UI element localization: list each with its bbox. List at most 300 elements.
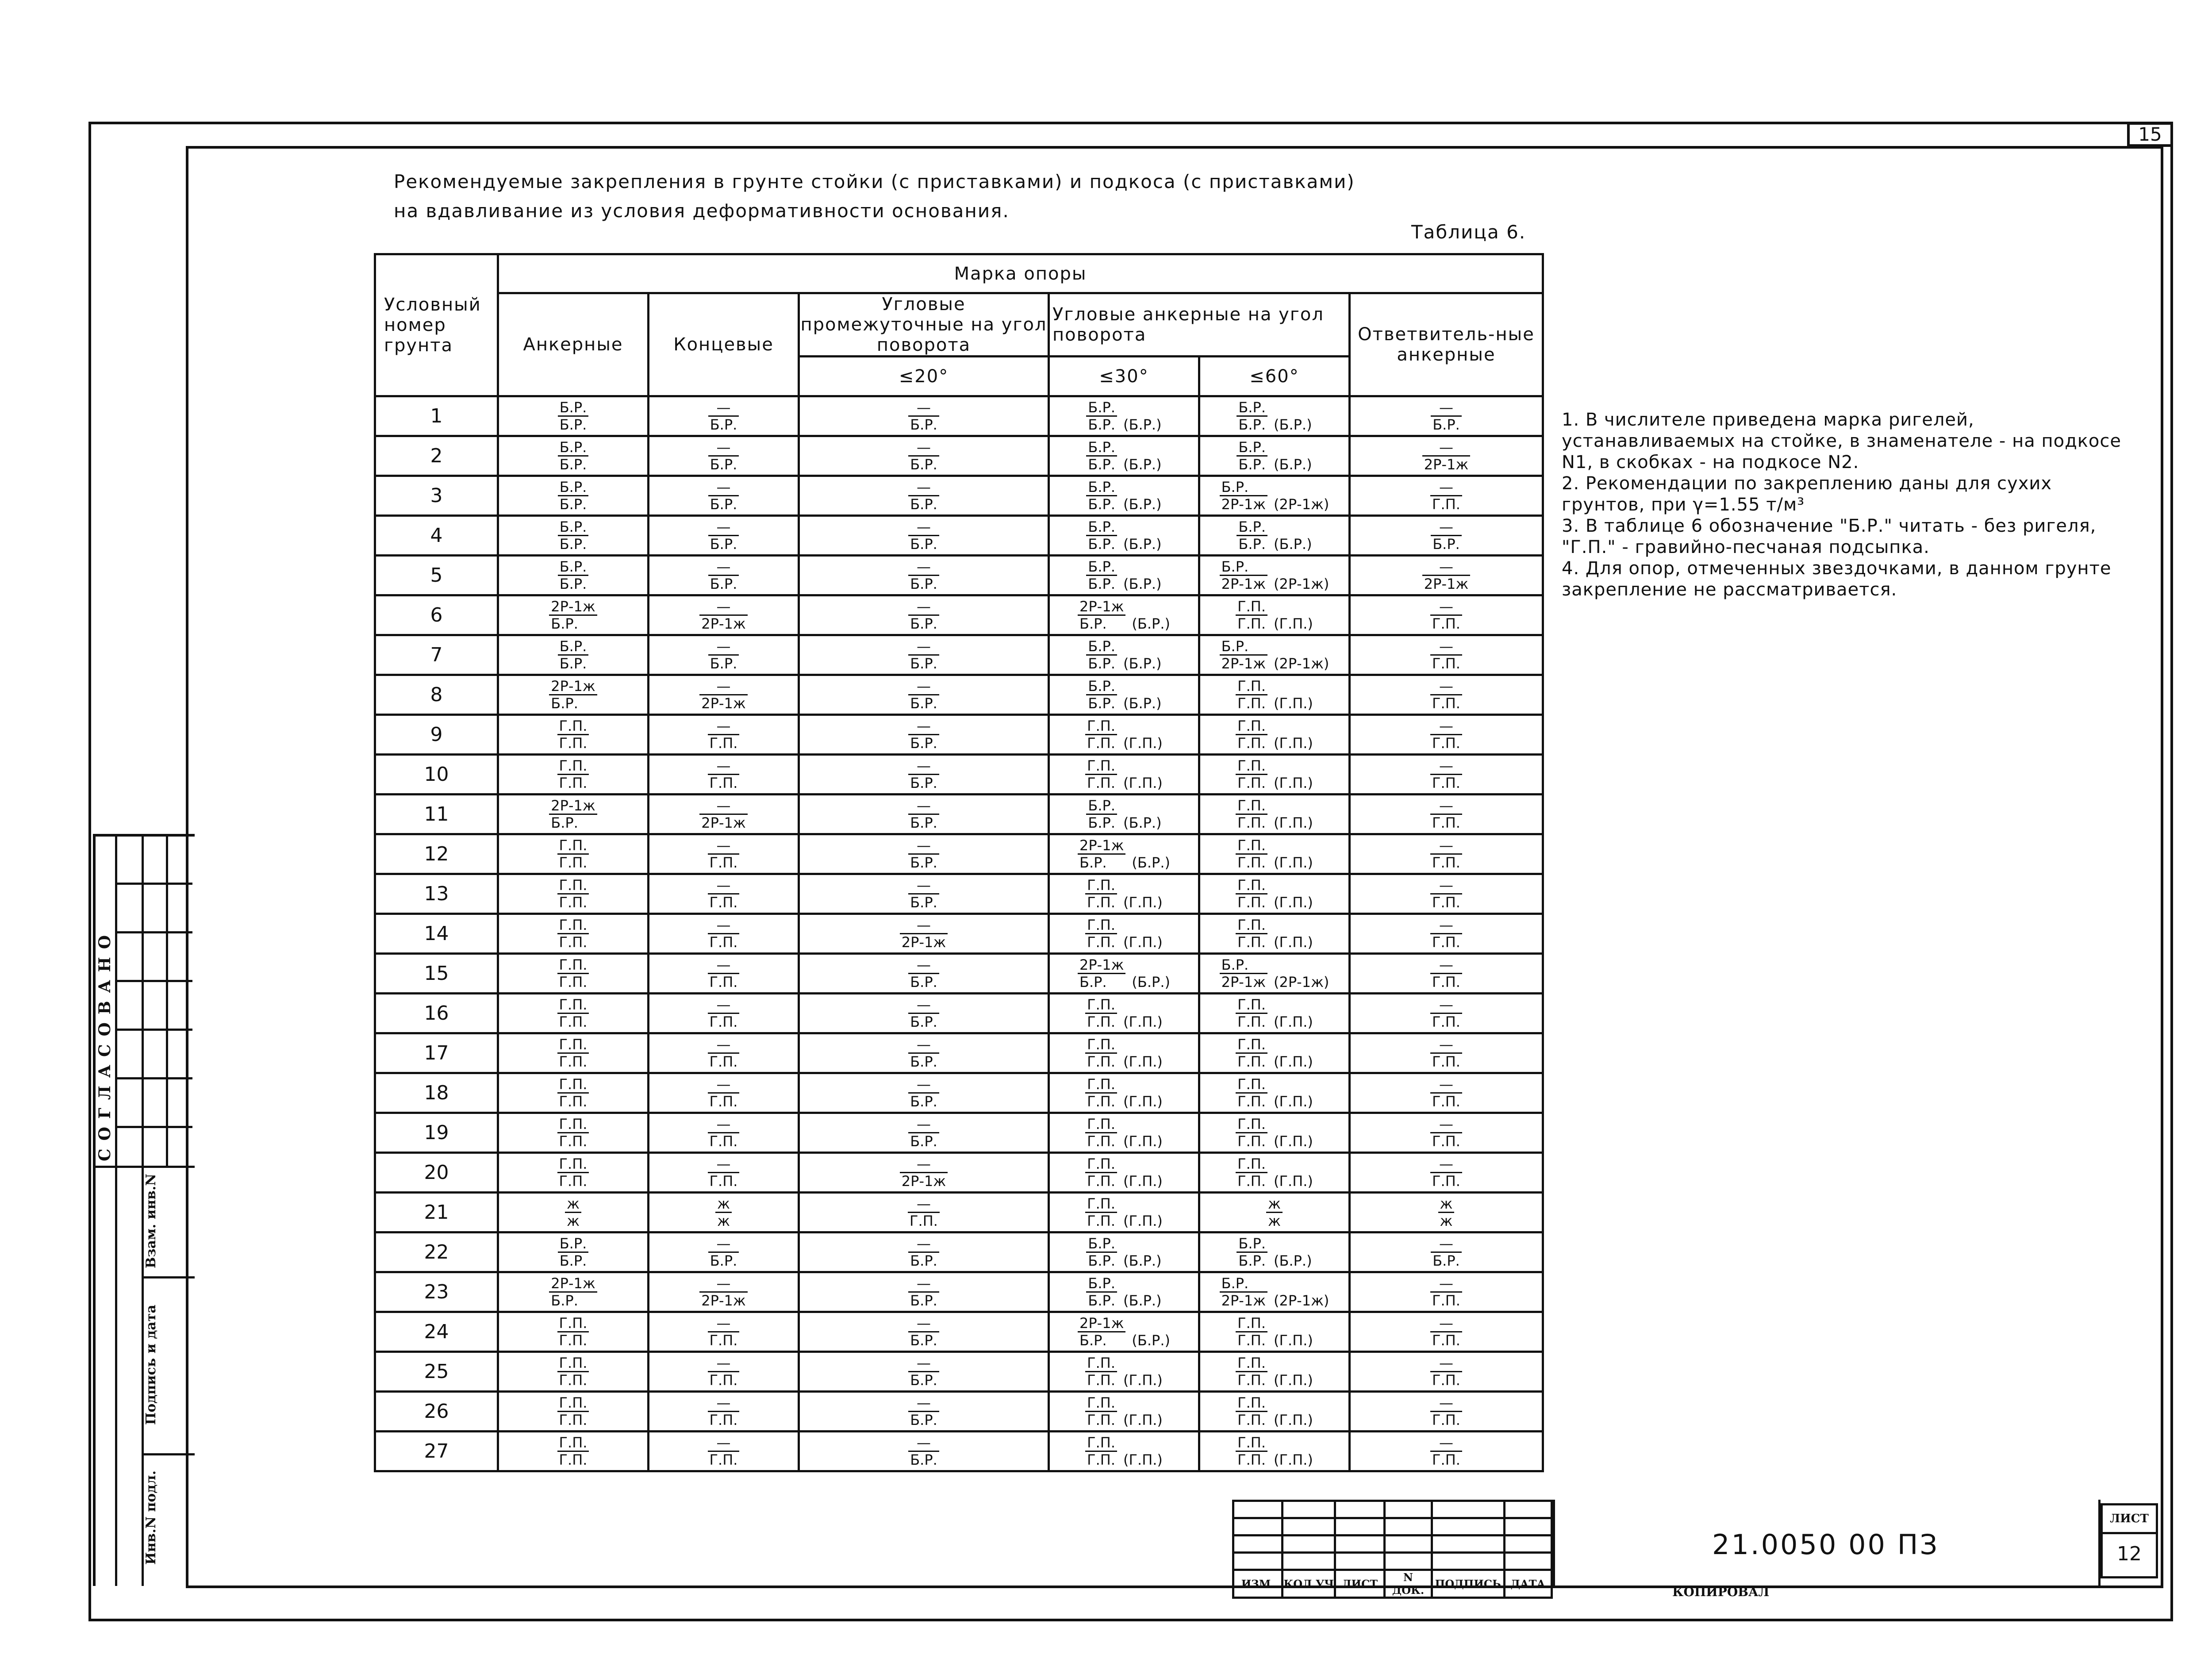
numerator: Б.Р. [1238, 439, 1266, 456]
numerator: Г.П. [559, 1076, 588, 1093]
corner-intermediate-cell [799, 874, 1049, 914]
branch-cell [1350, 1272, 1543, 1312]
fraction [557, 1116, 589, 1149]
fraction [1078, 957, 1125, 990]
numerator: Г.П. [559, 1355, 588, 1371]
fraction [1086, 638, 1117, 672]
fraction [1085, 1076, 1117, 1109]
corner-intermediate-cell [799, 1113, 1049, 1153]
brace-value: (Б.Р.) [1123, 814, 1162, 831]
numerator: Г.П. [1237, 797, 1266, 814]
denominator: Г.П. [708, 734, 740, 751]
brace-value: (Б.Р.) [1123, 536, 1162, 553]
numerator: — [1439, 1434, 1453, 1451]
fraction [1078, 1315, 1125, 1348]
corner-intermediate-cell [799, 1153, 1049, 1193]
fraction [558, 439, 589, 472]
anchor-cell [498, 1113, 649, 1153]
branch-cell [1350, 795, 1543, 834]
brace-value: (Г.П.) [1274, 1332, 1313, 1349]
fraction [908, 519, 939, 552]
fraction [1430, 917, 1462, 950]
col-qty: КОЛ.УЧ [1283, 1570, 1335, 1598]
numerator: — [1439, 757, 1453, 774]
numerator: Б.Р. [559, 558, 587, 575]
numerator: — [1439, 917, 1453, 933]
fraction [557, 1076, 589, 1109]
corner-60-cell [1199, 954, 1350, 994]
inv-orig-label: Инв.N подл. [143, 1470, 159, 1565]
brace-value: (Б.Р.) [1123, 695, 1162, 712]
numerator: — [917, 439, 931, 456]
end-cell [649, 874, 799, 914]
corner-60-cell [1199, 1232, 1350, 1272]
denominator: Г.П. [1085, 933, 1117, 950]
numerator: Б.Р. [1221, 956, 1249, 973]
end-cell [649, 675, 799, 715]
corner-30-cell [1049, 914, 1199, 954]
numerator: Г.П. [1087, 996, 1116, 1013]
fraction [1430, 1355, 1462, 1388]
fraction [557, 1315, 589, 1348]
numerator: Г.П. [1237, 718, 1266, 734]
branch-cell [1350, 834, 1543, 874]
numerator: — [716, 917, 731, 933]
fraction [549, 599, 597, 632]
brace-value: (Б.Р.) [1123, 416, 1162, 433]
denominator: Г.П. [1430, 1291, 1462, 1309]
denominator: Б.Р. [908, 1411, 939, 1428]
numerator: Б.Р. [1088, 1275, 1116, 1292]
denominator: Г.П. [708, 1092, 740, 1109]
branch-cell [1350, 1392, 1543, 1432]
denominator: 2Р-1ж [1220, 575, 1267, 592]
brace-value: (2Р-1ж) [1274, 1292, 1329, 1309]
table-row [375, 795, 1543, 834]
fraction [908, 638, 939, 672]
corner-intermediate-cell [799, 476, 1049, 516]
corner-intermediate-cell [799, 914, 1049, 954]
numerator: — [917, 1235, 931, 1252]
soil-number-cell: 24 [375, 1312, 498, 1352]
numerator: Г.П. [1087, 917, 1116, 933]
denominator: Г.П. [557, 1411, 589, 1428]
fraction [1236, 1037, 1267, 1070]
corner-30-cell [1049, 1033, 1199, 1073]
numerator: Г.П. [1087, 1195, 1116, 1212]
anchor-cell [498, 1193, 649, 1232]
fraction [1237, 399, 1267, 433]
numerator: 2Р-1ж [1079, 1315, 1124, 1332]
numerator: — [716, 1156, 731, 1172]
corner-intermediate-cell [799, 1392, 1049, 1432]
fraction [1236, 1116, 1267, 1149]
corner-60-cell [1199, 1352, 1350, 1392]
denominator: Г.П. [1236, 853, 1267, 871]
corner-30-cell [1049, 715, 1199, 755]
fraction [1430, 1275, 1462, 1309]
corner-30-cell [1049, 476, 1199, 516]
corner-intermediate-cell [799, 954, 1049, 994]
denominator: Б.Р. [908, 1451, 939, 1468]
corner-30-cell [1049, 874, 1199, 914]
denominator: Г.П. [1236, 1132, 1267, 1149]
denominator: Б.Р. [908, 455, 939, 472]
corner-60-cell [1199, 914, 1350, 954]
numerator: ж [1268, 1195, 1281, 1212]
fraction [1236, 758, 1267, 791]
corner-30-cell [1049, 994, 1199, 1033]
col-signature: ПОДПИСЬ [1432, 1570, 1504, 1598]
denominator: Г.П. [1430, 1052, 1462, 1070]
numerator: — [1439, 797, 1453, 814]
numerator: Г.П. [1087, 718, 1116, 734]
fraction [557, 957, 589, 990]
numerator: — [1439, 479, 1453, 495]
branch-cell [1350, 994, 1543, 1033]
numerator: Б.Р. [1088, 479, 1116, 495]
fraction [1085, 1355, 1117, 1388]
denominator: Г.П. [557, 1371, 589, 1388]
denominator: Г.П. [1236, 1013, 1267, 1030]
denominator: Г.П. [1430, 1013, 1462, 1030]
fraction [1431, 399, 1462, 433]
fraction [699, 678, 747, 711]
fraction [708, 1156, 740, 1189]
denominator: 2Р-1ж [900, 933, 948, 950]
denominator: Б.Р. [549, 694, 597, 711]
brace-value: (Б.Р.) [1123, 1252, 1162, 1269]
brace-value: (Б.Р.) [1274, 456, 1312, 473]
denominator: Г.П. [1430, 1371, 1462, 1388]
end-cell [649, 1392, 799, 1432]
numerator: Б.Р. [1221, 638, 1249, 655]
soil-number-cell: 5 [375, 556, 498, 595]
numerator: — [917, 558, 931, 575]
denominator: Б.Р. [908, 495, 939, 512]
fraction [1236, 877, 1267, 910]
denominator: 2Р-1ж [699, 694, 747, 711]
denominator: Б.Р. [908, 893, 939, 910]
table-row [375, 1272, 1543, 1312]
branch-cell [1350, 556, 1543, 595]
denominator: Г.П. [1085, 1052, 1117, 1070]
numerator: 2Р-1ж [551, 797, 595, 814]
brace-value: (Г.П.) [1123, 1133, 1163, 1150]
numerator: ж [1440, 1195, 1453, 1212]
numerator: — [917, 996, 931, 1013]
corner-30-cell [1049, 635, 1199, 675]
brace-value: (Б.Р.) [1123, 1292, 1162, 1309]
numerator: ж [567, 1195, 580, 1212]
fraction [908, 957, 939, 990]
denominator: Б.Р. [908, 1132, 939, 1149]
denominator: Г.П. [1430, 1172, 1462, 1189]
brace-value: (Г.П.) [1274, 1451, 1313, 1468]
soil-number-cell: 10 [375, 755, 498, 795]
anchor-cell [498, 556, 649, 595]
denominator: Г.П. [1236, 1092, 1267, 1109]
table-label: Таблица 6. [1411, 221, 1526, 243]
denominator: Б.Р. [558, 455, 589, 472]
soil-number-cell: 13 [375, 874, 498, 914]
denominator: Г.П. [557, 774, 589, 791]
numerator: — [917, 1036, 931, 1053]
fraction [708, 1116, 740, 1149]
denominator: Б.Р. [1078, 614, 1125, 632]
anchor-cell [498, 1232, 649, 1272]
brace-value: (2Р-1ж) [1274, 974, 1329, 990]
col-change: ИЗМ. [1233, 1570, 1283, 1598]
fraction [1236, 1315, 1267, 1348]
numerator: Б.Р. [1088, 797, 1116, 814]
denominator: 2Р-1ж [699, 814, 747, 831]
table-row [375, 1073, 1543, 1113]
fraction [908, 559, 939, 592]
numerator: — [716, 479, 731, 495]
fraction [908, 798, 939, 831]
denominator: Б.Р. [1086, 1291, 1117, 1309]
denominator: Г.П. [1236, 814, 1267, 831]
corner-30-cell [1049, 834, 1199, 874]
fraction [557, 917, 589, 950]
denominator: 2Р-1ж [1422, 455, 1470, 472]
header-support-mark: Марка опоры [498, 254, 1543, 293]
end-cell [649, 436, 799, 476]
denominator: Б.Р. [708, 415, 739, 433]
numerator: Б.Р. [559, 638, 587, 655]
numerator: Б.Р. [1238, 1235, 1266, 1252]
brace-value: (Г.П.) [1123, 775, 1163, 791]
corner-30-cell [1049, 516, 1199, 556]
corner-30-cell [1049, 1113, 1199, 1153]
fraction [1438, 1196, 1455, 1229]
fraction [708, 1355, 740, 1388]
corner-30-cell [1049, 755, 1199, 795]
corner-60-cell [1199, 1113, 1350, 1153]
denominator: 2Р-1ж [699, 614, 747, 632]
numerator: Г.П. [1087, 1394, 1116, 1411]
soil-number-cell: 8 [375, 675, 498, 715]
end-cell [649, 1193, 799, 1232]
denominator: Б.Р. [708, 495, 739, 512]
numerator: Г.П. [1087, 1355, 1116, 1371]
fraction [1237, 1236, 1267, 1269]
table-row [375, 1232, 1543, 1272]
brace-value: (Б.Р.) [1123, 456, 1162, 473]
corner-30-cell [1049, 1352, 1199, 1392]
denominator: Г.П. [557, 853, 589, 871]
anchor-cell [498, 476, 649, 516]
corner-30-cell [1049, 436, 1199, 476]
soil-number-cell: 11 [375, 795, 498, 834]
corner-60-cell [1199, 1193, 1350, 1232]
fraction [1236, 1435, 1267, 1468]
numerator: Г.П. [1237, 757, 1266, 774]
fraction [708, 1076, 740, 1109]
end-cell [649, 954, 799, 994]
end-cell [649, 635, 799, 675]
corner-60-cell [1199, 1392, 1350, 1432]
note-2: 2. Рекомендации по закреплению даны для сухих грунтов, при γ=1.55 т/м³ [1562, 473, 2052, 515]
numerator: Г.П. [559, 718, 588, 734]
denominator: Б.Р. [1086, 575, 1117, 592]
denominator: Б.Р. [1086, 535, 1117, 552]
brace-value: (2Р-1ж) [1274, 496, 1329, 513]
numerator: Г.П. [559, 1156, 588, 1172]
numerator: Г.П. [1087, 1076, 1116, 1093]
branch-cell [1350, 755, 1543, 795]
corner-intermediate-cell [799, 1272, 1049, 1312]
soil-number-cell: 21 [375, 1193, 498, 1232]
fraction [1085, 758, 1117, 791]
denominator: Б.Р. [908, 694, 939, 711]
denominator: Г.П. [1236, 1371, 1267, 1388]
fraction [1430, 479, 1462, 512]
numerator: Г.П. [1087, 1116, 1116, 1133]
numerator: — [716, 1076, 731, 1093]
fraction [1085, 1395, 1117, 1428]
fraction [708, 917, 740, 950]
numerator: — [917, 757, 931, 774]
soil-number-cell: 20 [375, 1153, 498, 1193]
denominator: Г.П. [1085, 734, 1117, 751]
brace-value: (Г.П.) [1123, 1053, 1163, 1070]
fraction [1085, 1196, 1117, 1229]
soil-number-cell: 17 [375, 1033, 498, 1073]
numerator: — [1439, 638, 1453, 655]
fraction [908, 718, 939, 751]
fraction [708, 718, 740, 751]
branch-cell [1350, 1432, 1543, 1471]
denominator: Г.П. [708, 1331, 740, 1348]
numerator: — [1439, 1394, 1453, 1411]
fraction [1236, 837, 1267, 871]
brace-value: (Г.П.) [1123, 1173, 1163, 1190]
corner-30-cell [1049, 1073, 1199, 1113]
brace-value: (Г.П.) [1274, 1014, 1313, 1030]
denominator: Б.Р. [908, 575, 939, 592]
numerator: — [917, 479, 931, 495]
numerator: Г.П. [1087, 1036, 1116, 1053]
header-anchor: Анкерные [498, 293, 649, 396]
branch-cell [1350, 1153, 1543, 1193]
brace-value: (Г.П.) [1274, 775, 1313, 791]
table-row [375, 1033, 1543, 1073]
corner-intermediate-cell [799, 1352, 1049, 1392]
anchor-cell [498, 1392, 649, 1432]
recommendations-table [374, 253, 1544, 1472]
fraction [708, 837, 740, 871]
numerator: 2Р-1ж [1079, 837, 1124, 854]
fraction [908, 1236, 939, 1269]
numerator: — [1439, 558, 1453, 575]
end-cell [649, 1113, 799, 1153]
denominator: Г.П. [708, 1451, 740, 1468]
brace-value: (Г.П.) [1274, 1053, 1313, 1070]
denominator: Г.П. [557, 1092, 589, 1109]
anchor-cell [498, 715, 649, 755]
denominator: Б.Р. [1086, 694, 1117, 711]
corner-intermediate-cell [799, 1312, 1049, 1352]
brace-value: (Г.П.) [1123, 1372, 1163, 1389]
fraction [699, 599, 747, 632]
fraction [1431, 519, 1462, 552]
table-body [375, 396, 1543, 1471]
sheet-label: ЛИСТ [2101, 1503, 2158, 1534]
header-soil-number: Условный номер грунта [375, 254, 498, 396]
table-row [375, 1113, 1543, 1153]
fraction [557, 877, 589, 910]
fraction [1236, 1355, 1267, 1388]
fraction [708, 957, 740, 990]
fraction [1236, 599, 1267, 632]
denominator: Б.Р. [908, 774, 939, 791]
corner-intermediate-cell [799, 715, 1049, 755]
fraction [908, 479, 939, 512]
numerator: — [716, 439, 731, 456]
denominator: Б.Р. [908, 535, 939, 552]
denominator: ж [715, 1212, 732, 1229]
fraction [1220, 559, 1267, 592]
corner-intermediate-cell [799, 755, 1049, 795]
fraction [1431, 1236, 1462, 1269]
corner-30-cell [1049, 1153, 1199, 1193]
note-1: 1. В числителе приведена марка ригелей, устанавливаемых на стойке, в знаменателе - на подкосе N1, в скобках - на подкосе N2. [1562, 410, 2121, 472]
end-cell [649, 1352, 799, 1392]
fraction [908, 1395, 939, 1428]
fraction [908, 1315, 939, 1348]
branch-cell [1350, 914, 1543, 954]
numerator: Б.Р. [1088, 678, 1116, 695]
table-row [375, 874, 1543, 914]
numerator: — [917, 1275, 931, 1292]
table-row [375, 755, 1543, 795]
fraction [558, 399, 589, 433]
denominator: Б.Р. [549, 814, 597, 831]
soil-number-cell: 12 [375, 834, 498, 874]
denominator: Г.П. [1430, 853, 1462, 871]
anchor-cell [498, 914, 649, 954]
numerator: — [1439, 837, 1453, 854]
soil-number-cell: 15 [375, 954, 498, 994]
brace-value: (Б.Р.) [1132, 974, 1170, 990]
numerator: — [917, 1434, 931, 1451]
table-row [375, 1193, 1543, 1232]
fraction [1220, 1275, 1267, 1309]
numerator: Г.П. [559, 1434, 588, 1451]
numerator: — [1439, 399, 1453, 416]
fraction [557, 1156, 589, 1189]
fraction [1237, 519, 1267, 552]
fraction [1236, 718, 1267, 751]
denominator: Г.П. [1430, 1331, 1462, 1348]
corner-60-cell [1199, 436, 1350, 476]
numerator: Г.П. [559, 996, 588, 1013]
end-cell [649, 1153, 799, 1193]
fraction [1086, 1275, 1117, 1309]
corner-60-cell [1199, 1432, 1350, 1471]
corner-30-cell [1049, 1312, 1199, 1352]
brace-value: (Г.П.) [1123, 1451, 1163, 1468]
denominator: Б.Р. [1086, 495, 1117, 512]
denominator: Г.П. [1085, 1172, 1117, 1189]
numerator: — [1439, 877, 1453, 894]
corner-intermediate-cell [799, 994, 1049, 1033]
end-cell [649, 1312, 799, 1352]
denominator: Г.П. [1236, 1331, 1267, 1348]
col-sheet: ЛИСТ [1335, 1570, 1385, 1598]
